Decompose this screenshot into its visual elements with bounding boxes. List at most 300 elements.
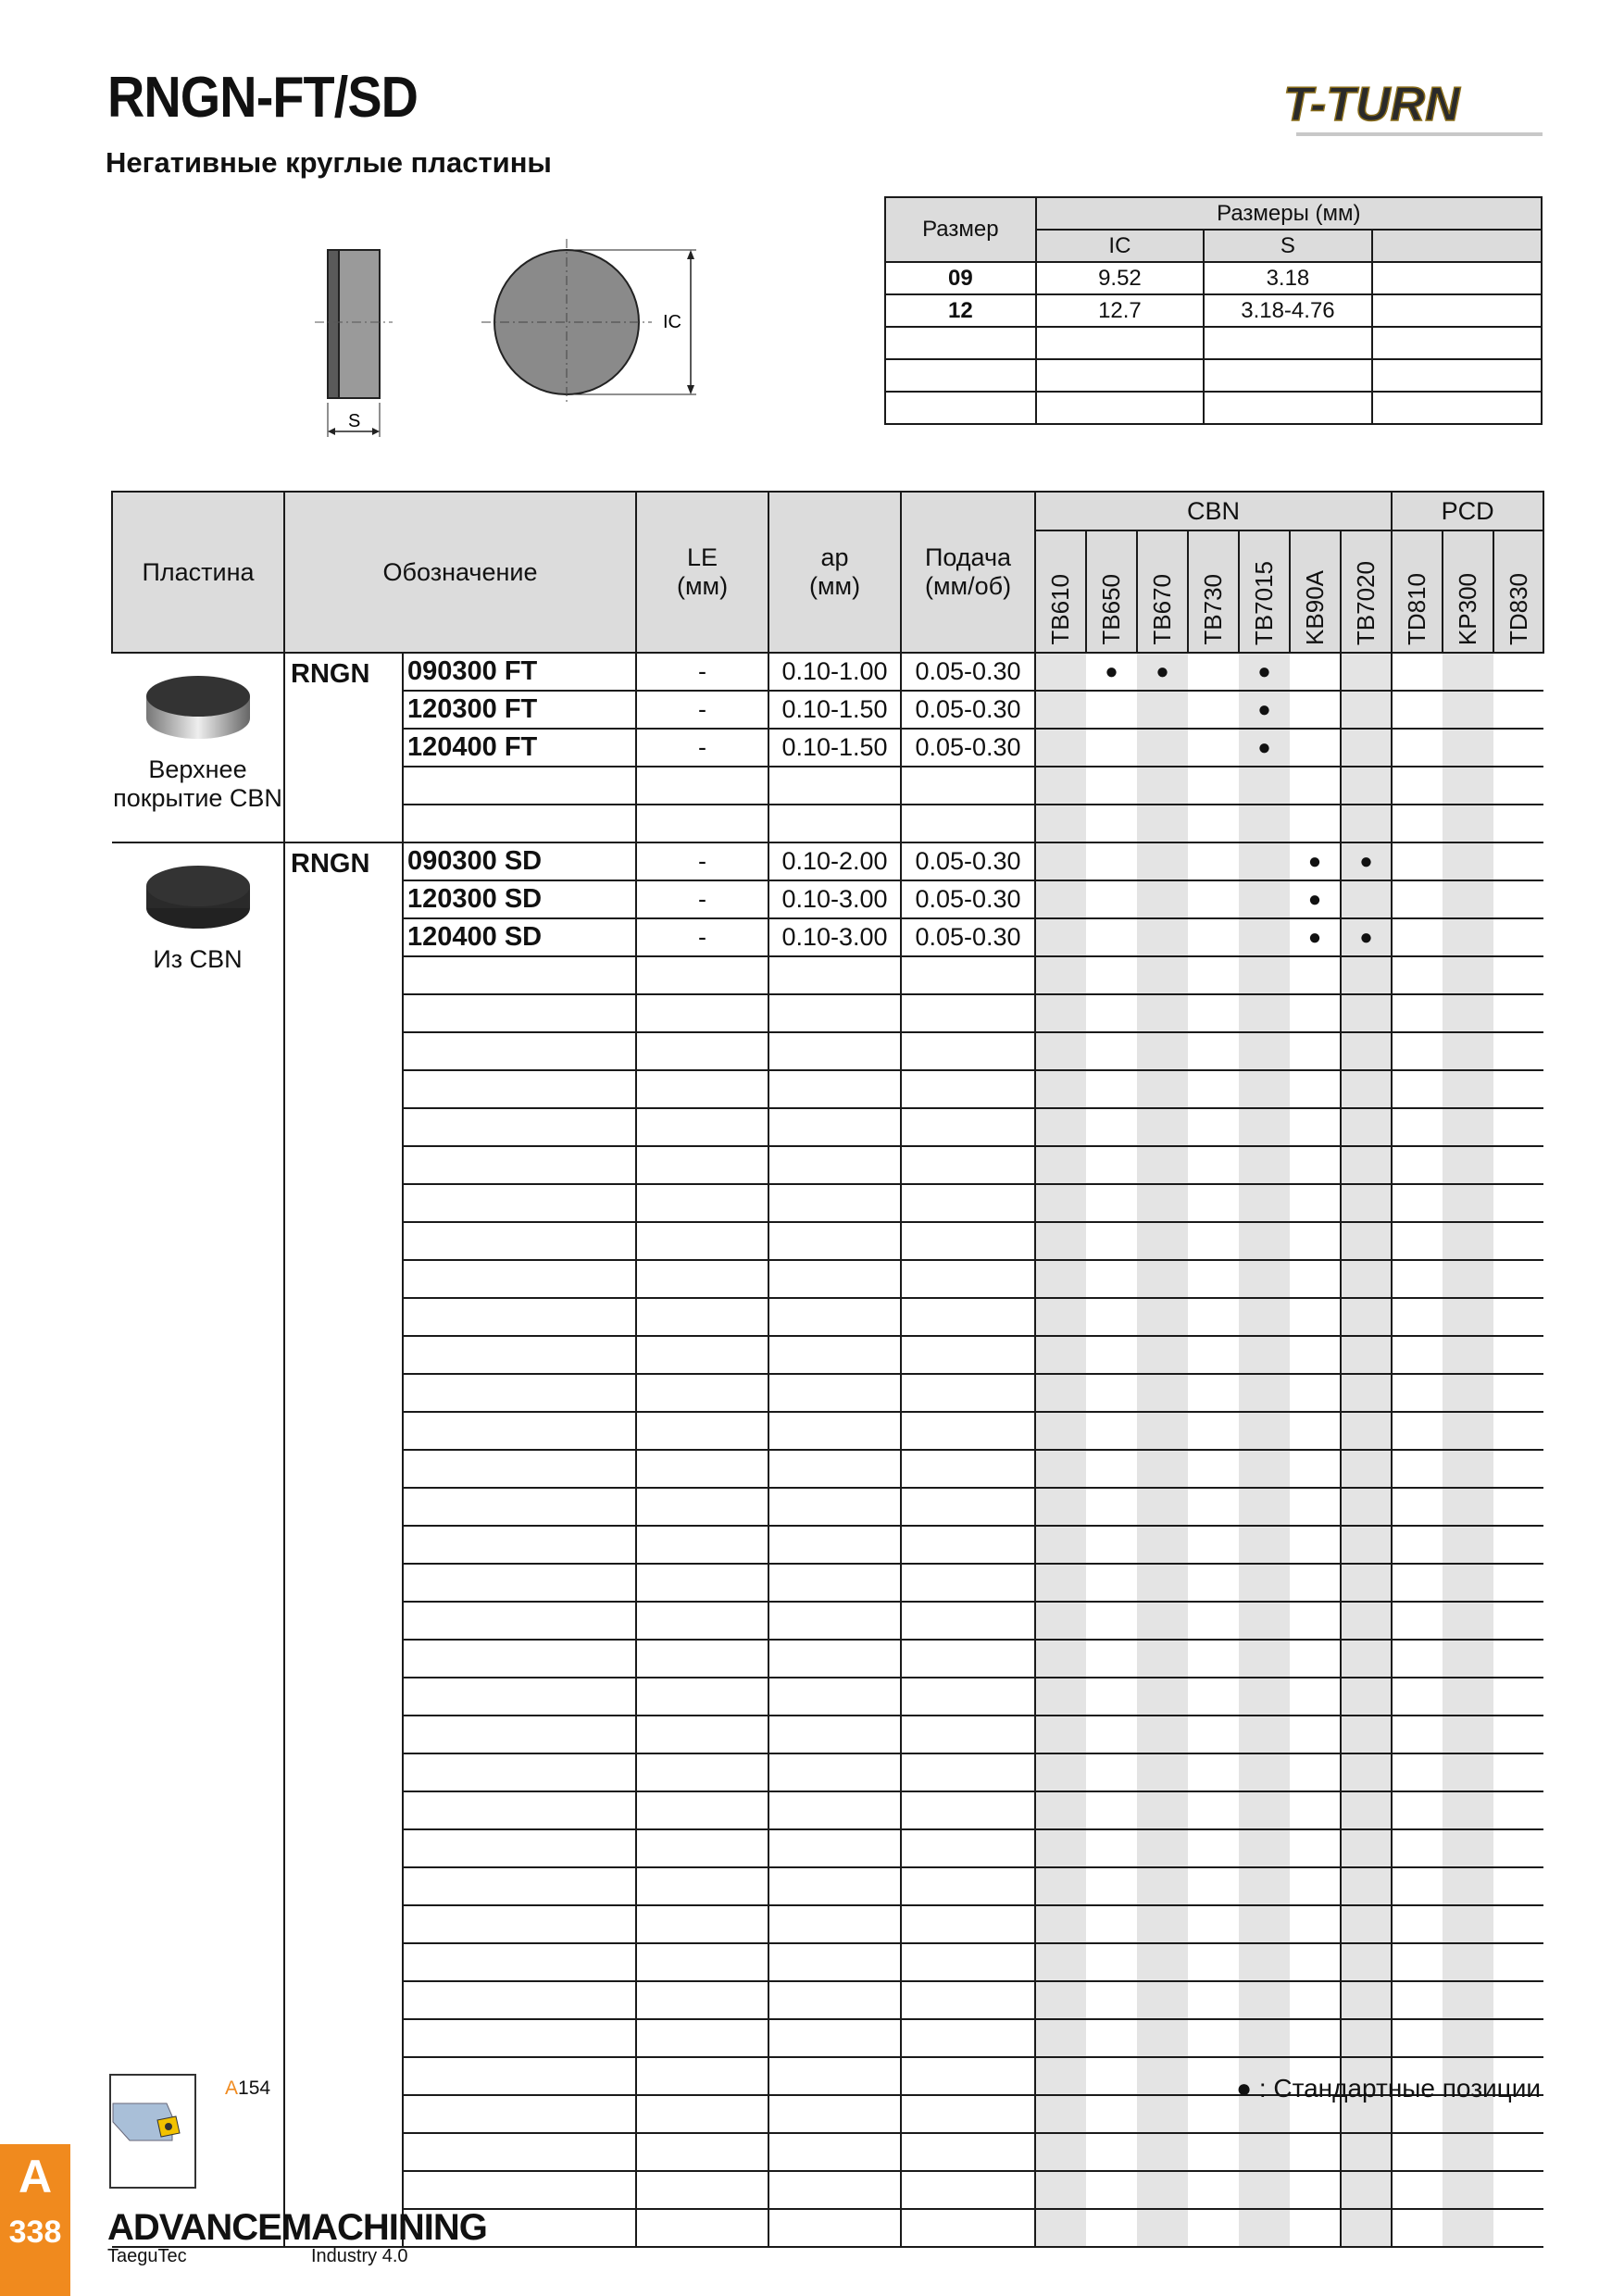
grade-cell <box>1392 1867 1443 1905</box>
grade-cell <box>1239 880 1290 918</box>
grade-header: TD830 <box>1493 530 1543 653</box>
grade-cell <box>1086 918 1137 956</box>
grade-cell <box>1086 1108 1137 1146</box>
grade-cell <box>1137 1070 1188 1108</box>
grade-cell <box>1239 1184 1290 1222</box>
grade-cell <box>1239 1374 1290 1412</box>
grade-cell <box>1086 1716 1137 1753</box>
grade-cell <box>1290 1374 1341 1412</box>
grade-cell <box>1188 1336 1239 1374</box>
grade-cell <box>1443 1488 1493 1526</box>
grade-cell <box>1188 691 1239 729</box>
grade-cell <box>1137 1336 1188 1374</box>
designation: 120400 FT <box>403 729 636 767</box>
designation <box>403 1791 636 1829</box>
grade-cell <box>1443 1184 1493 1222</box>
grade-cell <box>1443 1412 1493 1450</box>
svg-text:T-TURN: T-TURN <box>1283 78 1460 131</box>
grade-cell <box>1290 1753 1341 1791</box>
grade-cell <box>1086 1753 1137 1791</box>
designation <box>403 1867 636 1905</box>
grade-cell <box>1443 1791 1493 1829</box>
grade-cell <box>1035 918 1086 956</box>
grade-cell <box>1493 691 1543 729</box>
grade-cell <box>1035 1412 1086 1450</box>
grade-cell <box>1188 1526 1239 1564</box>
le-value: - <box>636 918 768 956</box>
grade-cell <box>1341 1791 1392 1829</box>
reference-thumbnail <box>109 2074 196 2189</box>
designation <box>403 1070 636 1108</box>
grade-cell <box>1392 1829 1443 1867</box>
grade-cell: ● <box>1239 729 1290 767</box>
grade-cell <box>1188 1222 1239 1260</box>
grade-cell <box>1341 1146 1392 1184</box>
grade-cell <box>1392 1450 1443 1488</box>
grade-cell: ● <box>1239 691 1290 729</box>
grade-cell <box>1239 1222 1290 1260</box>
grade-cell <box>1035 805 1086 842</box>
grade-cell <box>1493 1184 1543 1222</box>
grade-cell <box>1493 1602 1543 1640</box>
grade-cell <box>1086 1602 1137 1640</box>
grade-cell <box>1392 653 1443 691</box>
grade-cell <box>1239 956 1290 994</box>
le-value: - <box>636 842 768 880</box>
grade-cell <box>1188 1298 1239 1336</box>
grade-cell <box>1443 729 1493 767</box>
grade-cell <box>1341 1222 1392 1260</box>
grade-cell <box>1035 1943 1086 1981</box>
designation <box>403 2095 636 2133</box>
grade-header: TB730 <box>1188 530 1239 653</box>
grade-cell <box>1239 1791 1290 1829</box>
grade-cell <box>1493 1488 1543 1526</box>
grade-cell <box>1239 1716 1290 1753</box>
feed-value: 0.05-0.30 <box>901 691 1035 729</box>
section-tab-letter: A <box>18 2151 53 2202</box>
grade-cell <box>1188 1488 1239 1526</box>
grade-header: TB7015 <box>1239 530 1290 653</box>
grade-cell <box>1290 1222 1341 1260</box>
grade-cell <box>1493 2171 1543 2209</box>
grade-cell <box>1086 1981 1137 2019</box>
grade-cell <box>1392 2209 1443 2247</box>
grade-cell <box>1035 1374 1086 1412</box>
grade-cell <box>1392 1412 1443 1450</box>
grade-cell <box>1493 1450 1543 1488</box>
grade-cell <box>1443 880 1493 918</box>
grade-cell <box>1290 1867 1341 1905</box>
grade-cell <box>1086 994 1137 1032</box>
insert-group-label: Из CBN <box>153 945 243 973</box>
designation: 090300 SD <box>403 842 636 880</box>
grade-cell <box>1443 1526 1493 1564</box>
grade-cell <box>1392 691 1443 729</box>
grade-header: TB610 <box>1035 530 1086 653</box>
designation <box>403 1943 636 1981</box>
grade-cell <box>1239 1867 1290 1905</box>
ap-value: 0.10-3.00 <box>768 918 901 956</box>
grade-cell <box>1392 1488 1443 1526</box>
grade-cell <box>1239 805 1290 842</box>
grade-cell: ● <box>1290 880 1341 918</box>
grade-cell <box>1493 1905 1543 1943</box>
grade-cell <box>1443 2209 1493 2247</box>
grade-cell <box>1188 1184 1239 1222</box>
grade-cell <box>1188 880 1239 918</box>
footer-tagline: Industry 4.0 <box>311 2246 408 2266</box>
grade-cell <box>1137 2133 1188 2171</box>
insert-photo <box>143 855 254 938</box>
grade-cell <box>1493 1791 1543 1829</box>
grade-cell <box>1188 1981 1239 2019</box>
grade-cell <box>1137 880 1188 918</box>
grade-cell <box>1137 1943 1188 1981</box>
grade-cell <box>1493 2019 1543 2057</box>
grade-cell <box>1188 1564 1239 1602</box>
grade-cell <box>1035 767 1086 805</box>
grade-cell <box>1137 2095 1188 2133</box>
grade-cell <box>1493 1981 1543 2019</box>
grade-cell <box>1392 1108 1443 1146</box>
grade-cell <box>1493 1943 1543 1981</box>
grade-cell <box>1137 1298 1188 1336</box>
feed-value: 0.05-0.30 <box>901 918 1035 956</box>
grade-cell <box>1443 767 1493 805</box>
grade-cell <box>1035 1867 1086 1905</box>
designation: 120300 FT <box>403 691 636 729</box>
grade-cell <box>1188 956 1239 994</box>
grade-cell <box>1188 994 1239 1032</box>
feed-value: 0.05-0.30 <box>901 653 1035 691</box>
designation <box>403 1298 636 1336</box>
grade-cell <box>1188 1905 1239 1943</box>
grade-cell <box>1086 1564 1137 1602</box>
grade-header: KP300 <box>1443 530 1493 653</box>
grade-cell <box>1392 1753 1443 1791</box>
grade-cell <box>1188 1108 1239 1146</box>
grade-cell <box>1392 805 1443 842</box>
grade-cell <box>1086 1943 1137 1981</box>
grade-cell <box>1341 1716 1392 1753</box>
grade-cell <box>1290 691 1341 729</box>
grade-cell <box>1341 1602 1392 1640</box>
grade-cell <box>1443 1260 1493 1298</box>
grade-cell <box>1035 1678 1086 1716</box>
grade-cell <box>1137 1146 1188 1184</box>
grade-cell <box>1035 1564 1086 1602</box>
grade-cell <box>1290 1070 1341 1108</box>
ap-header: ap (мм) <box>768 492 901 653</box>
grade-cell <box>1341 1032 1392 1070</box>
grade-cell <box>1137 2171 1188 2209</box>
grade-cell <box>1493 1678 1543 1716</box>
designation <box>403 1412 636 1450</box>
grade-cell <box>1086 767 1137 805</box>
grade-cell <box>1035 1260 1086 1298</box>
designation <box>403 1374 636 1412</box>
grade-cell <box>1392 1070 1443 1108</box>
grade-cell <box>1290 1412 1341 1450</box>
grade-cell <box>1137 956 1188 994</box>
designation-header: Обозначение <box>284 492 636 653</box>
grade-cell <box>1086 842 1137 880</box>
designation <box>403 2133 636 2171</box>
feed-value: 0.05-0.30 <box>901 729 1035 767</box>
grade-cell <box>1443 1943 1493 1981</box>
grade-cell <box>1341 2209 1392 2247</box>
grade-cell <box>1188 1943 1239 1981</box>
grade-cell <box>1493 842 1543 880</box>
grade-cell <box>1137 691 1188 729</box>
designation <box>403 1905 636 1943</box>
reference-label: A154 <box>225 2078 271 2099</box>
designation <box>403 805 636 842</box>
grade-cell <box>1086 1222 1137 1260</box>
grade-cell <box>1493 1222 1543 1260</box>
grade-cell <box>1392 2019 1443 2057</box>
grade-cell <box>1188 2133 1239 2171</box>
grade-cell <box>1341 1526 1392 1564</box>
grade-cell <box>1392 1640 1443 1678</box>
grade-cell <box>1341 1640 1392 1678</box>
grade-cell <box>1443 1753 1493 1791</box>
pcd-group-header: PCD <box>1392 492 1543 530</box>
grade-cell <box>1341 1260 1392 1298</box>
grade-cell <box>1239 1070 1290 1108</box>
grade-cell <box>1290 1526 1341 1564</box>
footer-company: TaeguTec <box>107 2246 187 2266</box>
designation <box>403 1716 636 1753</box>
grade-cell <box>1239 2133 1290 2171</box>
grade-cell <box>1341 1905 1392 1943</box>
grade-cell <box>1493 1526 1543 1564</box>
grade-cell <box>1493 1070 1543 1108</box>
grade-cell <box>1239 2019 1290 2057</box>
designation <box>403 1564 636 1602</box>
grade-cell <box>1443 1981 1493 2019</box>
grade-cell <box>1290 956 1341 994</box>
table-row <box>112 842 1543 880</box>
ap-value: 0.10-1.50 <box>768 729 901 767</box>
grade-cell <box>1239 1905 1290 1943</box>
grade-cell <box>1188 2171 1239 2209</box>
grade-cell <box>1035 1640 1086 1678</box>
designation <box>403 1829 636 1867</box>
insert-group-label: Верхнее <box>148 755 247 783</box>
grade-cell <box>1341 1298 1392 1336</box>
grade-cell <box>1493 1716 1543 1753</box>
grade-cell <box>1341 1108 1392 1146</box>
grade-cell <box>1341 1488 1392 1526</box>
grade-cell <box>1239 1336 1290 1374</box>
designation <box>403 1753 636 1791</box>
size-table <box>884 196 1543 425</box>
grade-cell <box>1188 1450 1239 1488</box>
grade-cell <box>1493 653 1543 691</box>
grade-cell: ● <box>1137 653 1188 691</box>
grade-cell <box>1137 1716 1188 1753</box>
grade-cell <box>1443 1867 1493 1905</box>
grade-cell <box>1493 1032 1543 1070</box>
grade-cell <box>1443 956 1493 994</box>
grade-cell <box>1137 1867 1188 1905</box>
le-value: - <box>636 653 768 691</box>
grade-cell <box>1239 1412 1290 1450</box>
grade-cell <box>1035 1791 1086 1829</box>
grade-cell <box>1035 880 1086 918</box>
grade-cell <box>1035 1488 1086 1526</box>
grade-cell <box>1443 691 1493 729</box>
grade-cell <box>1443 1905 1493 1943</box>
grade-cell <box>1137 1222 1188 1260</box>
grade-header: TD810 <box>1392 530 1443 653</box>
grade-cell <box>1137 1791 1188 1829</box>
ap-value: 0.10-1.50 <box>768 691 901 729</box>
dims-header: Размеры (мм) <box>1036 197 1542 230</box>
grade-cell <box>1392 2171 1443 2209</box>
grade-cell <box>1239 2171 1290 2209</box>
grade-cell <box>1035 2209 1086 2247</box>
grade-cell <box>1239 1298 1290 1336</box>
grade-cell <box>1443 1564 1493 1602</box>
designation <box>403 2057 636 2095</box>
designation <box>403 1146 636 1184</box>
grade-cell <box>1443 1374 1493 1412</box>
grade-cell <box>1035 729 1086 767</box>
grade-cell <box>1239 918 1290 956</box>
grade-cell <box>1239 767 1290 805</box>
designation: 090300 FT <box>403 653 636 691</box>
grade-cell <box>1239 1564 1290 1602</box>
grade-cell <box>1392 918 1443 956</box>
footnote: ● : Стандартные позиции <box>1236 2074 1541 2103</box>
grade-cell <box>1188 1791 1239 1829</box>
grade-cell <box>1137 1905 1188 1943</box>
ic-dimension-label: IC <box>663 312 681 332</box>
grade-cell <box>1392 1905 1443 1943</box>
s-dimension-label: S <box>348 411 361 431</box>
grade-cell <box>1137 1829 1188 1867</box>
designation: 120400 SD <box>403 918 636 956</box>
grade-cell <box>1493 1412 1543 1450</box>
grade-cell <box>1035 691 1086 729</box>
grade-cell <box>1443 1640 1493 1678</box>
grade-cell <box>1188 1640 1239 1678</box>
grade-cell <box>1392 1716 1443 1753</box>
grade-cell <box>1137 1753 1188 1791</box>
grade-cell <box>1290 1032 1341 1070</box>
grade-cell <box>1188 1374 1239 1412</box>
grade-cell <box>1086 1867 1137 1905</box>
grade-cell <box>1290 1564 1341 1602</box>
grade-cell <box>1493 880 1543 918</box>
grade-cell <box>1493 918 1543 956</box>
grade-cell <box>1086 1640 1137 1678</box>
grade-cell <box>1239 1146 1290 1184</box>
grade-cell <box>1035 653 1086 691</box>
designation <box>403 1602 636 1640</box>
grade-cell <box>1341 691 1392 729</box>
grade-cell <box>1443 1450 1493 1488</box>
grade-cell <box>1035 994 1086 1032</box>
grade-cell <box>1239 994 1290 1032</box>
grade-cell <box>1188 1412 1239 1450</box>
grade-cell <box>1188 2019 1239 2057</box>
ic-header: IC <box>1036 230 1204 262</box>
insert-photo <box>143 665 254 748</box>
grade-cell <box>1443 1070 1493 1108</box>
grade-cell <box>1035 2171 1086 2209</box>
grade-cell <box>1290 1905 1341 1943</box>
page-subtitle: Негативные круглые пластины <box>106 146 552 179</box>
grade-cell <box>1137 918 1188 956</box>
grade-cell <box>1392 1222 1443 1260</box>
designation: 120300 SD <box>403 880 636 918</box>
grade-cell <box>1188 918 1239 956</box>
designation <box>403 994 636 1032</box>
grade-cell <box>1035 1032 1086 1070</box>
grade-header: TB670 <box>1137 530 1188 653</box>
insert-group-label: покрытие CBN <box>113 784 282 812</box>
grade-cell <box>1493 1298 1543 1336</box>
grade-cell <box>1341 2019 1392 2057</box>
grade-cell <box>1443 2133 1493 2171</box>
grade-cell <box>1137 1678 1188 1716</box>
grade-cell <box>1341 1981 1392 2019</box>
insert-code: RNGN <box>284 653 403 842</box>
grade-cell <box>1035 1298 1086 1336</box>
grade-cell <box>1188 1260 1239 1298</box>
grade-cell <box>1493 1867 1543 1905</box>
grade-cell <box>1392 1678 1443 1716</box>
grade-cell <box>1290 1791 1341 1829</box>
grade-cell <box>1290 767 1341 805</box>
grade-cell <box>1035 1526 1086 1564</box>
grade-cell <box>1290 1298 1341 1336</box>
grade-cell <box>1392 1298 1443 1336</box>
grade-cell <box>1137 1488 1188 1526</box>
grade-cell <box>1392 880 1443 918</box>
grade-cell <box>1137 2209 1188 2247</box>
grade-cell <box>1290 2209 1341 2247</box>
grade-cell <box>1341 1184 1392 1222</box>
grade-cell <box>1137 1450 1188 1488</box>
grade-cell <box>1086 1260 1137 1298</box>
grade-cell <box>1443 653 1493 691</box>
grade-cell <box>1086 2095 1137 2133</box>
insert-drawing <box>306 231 713 444</box>
grade-cell <box>1137 1564 1188 1602</box>
grade-cell <box>1493 1640 1543 1678</box>
grade-cell <box>1290 1943 1341 1981</box>
grade-header: KB90A <box>1290 530 1341 653</box>
grade-cell <box>1188 729 1239 767</box>
grade-cell <box>1493 1374 1543 1412</box>
grade-cell <box>1086 2057 1137 2095</box>
grade-cell <box>1035 1716 1086 1753</box>
grade-cell <box>1392 1526 1443 1564</box>
grade-cell <box>1137 1260 1188 1298</box>
grade-cell <box>1035 2019 1086 2057</box>
designation <box>403 2171 636 2209</box>
page-title: RNGN-FT/SD <box>107 66 418 130</box>
grade-cell <box>1137 2057 1188 2095</box>
footer-brand: ADVANCEMACHINING <box>107 2207 487 2248</box>
grade-cell <box>1086 1829 1137 1867</box>
grade-cell <box>1035 2057 1086 2095</box>
